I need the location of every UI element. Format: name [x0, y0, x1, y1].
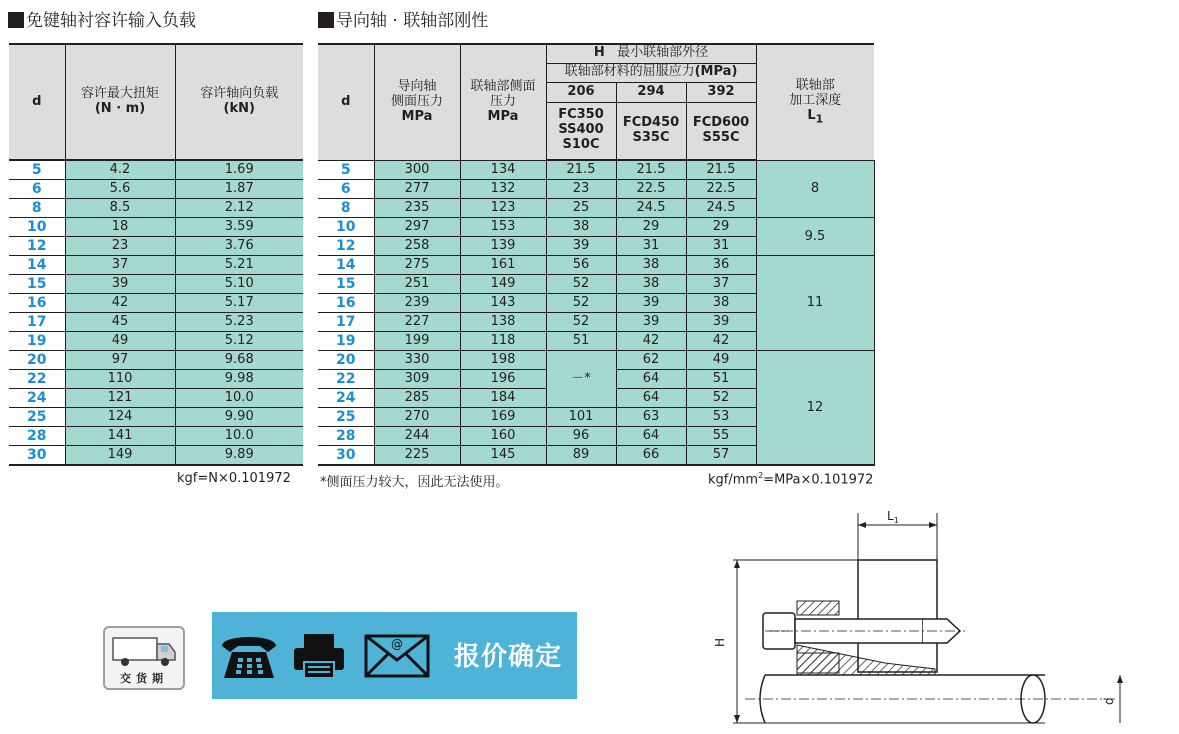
table-row: [9, 160, 303, 180]
header-guide-l1: 导向轴: [397, 78, 437, 94]
cell-d: 25: [9, 408, 65, 427]
header-load-label: 容许轴向负载: [200, 86, 279, 102]
material-s55c: S55C: [702, 129, 740, 145]
header-coupling-pressure: [460, 44, 546, 160]
unit-note-a: kgf/mm: [708, 472, 759, 488]
printer-icon[interactable]: [292, 630, 346, 682]
cell-h-206: 96: [546, 427, 616, 446]
cell-torque: 110: [65, 370, 175, 389]
label-d: d: [1102, 697, 1116, 705]
cell-load: 1.87: [175, 180, 303, 199]
cell-guide-pressure: 270: [374, 408, 460, 427]
cell-torque: 18: [65, 218, 175, 237]
cell-load: 9.98: [175, 370, 303, 389]
cell-load: 10.0: [175, 389, 303, 408]
header-depth-symbol: [757, 109, 875, 126]
cell-h-294: 29: [616, 218, 686, 237]
cell-coupling-pressure: 153: [460, 218, 546, 237]
cell-coupling-pressure: 169: [460, 408, 546, 427]
cell-guide-pressure: 251: [374, 275, 460, 294]
header-depth: [756, 44, 874, 160]
unit-note-sup: 2: [758, 471, 764, 480]
cell-d: 22: [9, 370, 65, 389]
delivery-label: 交货期: [120, 672, 168, 685]
cell-guide-pressure: 297: [374, 218, 460, 237]
quote-button[interactable]: 报价确定: [454, 642, 563, 672]
cell-guide-pressure: 330: [374, 351, 460, 370]
cell-torque: 141: [65, 427, 175, 446]
cell-coupling-pressure: 149: [460, 275, 546, 294]
cell-h-206: 89: [546, 446, 616, 466]
cell-h-206: 52: [546, 294, 616, 313]
header-material-1: [546, 102, 616, 160]
cell-d: 28: [9, 427, 65, 446]
cell-h-392: 39: [686, 313, 756, 332]
depth-symbol-sub: 1: [815, 112, 824, 126]
cell-coupling-pressure: 134: [460, 160, 546, 180]
table-row: [9, 256, 303, 275]
cell-torque: 149: [65, 446, 175, 466]
cell-depth: 9.5: [756, 218, 874, 256]
table-row: [318, 160, 874, 180]
cell-torque: 8.5: [65, 199, 175, 218]
cell-load: 9.90: [175, 408, 303, 427]
coupling-drawing: [715, 505, 1135, 730]
cell-torque: 5.6: [65, 180, 175, 199]
table-row: [318, 351, 874, 370]
table-row: [9, 332, 303, 351]
cell-torque: 23: [65, 237, 175, 256]
table-row: [9, 199, 303, 218]
table-row: [318, 256, 874, 275]
cell-load: 3.59: [175, 218, 303, 237]
table-row: [9, 237, 303, 256]
left-title-text: 免键轴衬容许输入负载: [26, 11, 196, 31]
cell-guide-pressure: 235: [374, 199, 460, 218]
header-coupling-unit: MPa: [487, 108, 519, 124]
right-unit-note: [708, 471, 873, 487]
cell-h-294: 24.5: [616, 199, 686, 218]
cell-h-206: 101: [546, 408, 616, 427]
cell-torque: 39: [65, 275, 175, 294]
cell-h-206: 56: [546, 256, 616, 275]
material-fcd600: FCD600: [692, 114, 750, 130]
cell-h-206: 52: [546, 275, 616, 294]
cell-h-294: 64: [616, 427, 686, 446]
right-title-text: 导向轴 · 联轴部刚性: [336, 11, 489, 31]
cell-guide-pressure: 300: [374, 160, 460, 180]
table-row: [9, 351, 303, 370]
cell-h-392: 37: [686, 275, 756, 294]
cell-d: 24: [9, 389, 65, 408]
email-icon[interactable]: [364, 634, 430, 678]
cell-h-392: 49: [686, 351, 756, 370]
cell-h-206: 38: [546, 218, 616, 237]
header-depth-l2: 加工深度: [789, 92, 842, 108]
cell-guide-pressure: 275: [374, 256, 460, 275]
cell-d: 20: [318, 351, 374, 370]
cell-torque: 45: [65, 313, 175, 332]
table-row: [9, 427, 303, 446]
header-load-unit: (kN): [223, 101, 255, 116]
cell-d: 17: [9, 313, 65, 332]
cell-h-392: 31: [686, 237, 756, 256]
cell-guide-pressure: 227: [374, 313, 460, 332]
cell-load: 5.23: [175, 313, 303, 332]
cell-h-294: 64: [616, 370, 686, 389]
cell-load: 5.10: [175, 275, 303, 294]
cell-coupling-pressure: 138: [460, 313, 546, 332]
cell-d: 20: [9, 351, 65, 370]
cell-d: 6: [318, 180, 374, 199]
cell-h-294: 39: [616, 313, 686, 332]
cell-d: 22: [318, 370, 374, 389]
cell-h-294: 62: [616, 351, 686, 370]
truck-icon: [111, 634, 179, 670]
cell-torque: 97: [65, 351, 175, 370]
cell-d: 10: [9, 218, 65, 237]
cell-load: 5.12: [175, 332, 303, 351]
cell-depth: 11: [756, 256, 874, 351]
header-yield-294: 294: [616, 82, 686, 102]
header-torque-label: 容许最大扭矩: [80, 86, 159, 102]
table-row: [9, 408, 303, 427]
right-section-title: [318, 6, 488, 31]
header-load: [175, 44, 303, 160]
right-footnote: *侧面压力较大，因此无法使用。: [320, 475, 509, 490]
cell-load: 5.17: [175, 294, 303, 313]
cell-guide-pressure: 225: [374, 446, 460, 466]
table-row: [9, 180, 303, 199]
cell-h-392: 53: [686, 408, 756, 427]
cell-unavailable: －*: [546, 351, 616, 408]
cell-load: 3.76: [175, 237, 303, 256]
cell-d: 30: [9, 446, 65, 466]
cell-d: 30: [318, 446, 374, 466]
cell-d: 28: [318, 427, 374, 446]
material-fcd450: FCD450: [622, 114, 680, 130]
cell-d: 15: [9, 275, 65, 294]
cell-d: 25: [318, 408, 374, 427]
rigidity-table: [318, 43, 875, 466]
header-coupling-l2: 压力: [489, 93, 516, 109]
table-row: [9, 313, 303, 332]
cell-d: 10: [318, 218, 374, 237]
cell-h-392: 21.5: [686, 160, 756, 180]
cell-h-294: 38: [616, 275, 686, 294]
cell-coupling-pressure: 161: [460, 256, 546, 275]
left-section-title: [8, 6, 196, 31]
cell-d: 16: [9, 294, 65, 313]
header-coupling-l1: 联轴部侧面: [470, 78, 536, 94]
cell-d: 12: [9, 237, 65, 256]
cell-coupling-pressure: 143: [460, 294, 546, 313]
cell-coupling-pressure: 139: [460, 237, 546, 256]
header-guide-l2: 侧面压力: [390, 93, 443, 109]
material-s10c: S10C: [562, 137, 600, 153]
cell-depth: 8: [756, 160, 874, 218]
cell-coupling-pressure: 123: [460, 199, 546, 218]
title-square-icon: [318, 12, 334, 28]
left-unit-note: kgf=N×0.101972: [177, 471, 291, 486]
cell-guide-pressure: 285: [374, 389, 460, 408]
table-row: [9, 389, 303, 408]
cell-coupling-pressure: 118: [460, 332, 546, 351]
cell-load: 2.12: [175, 199, 303, 218]
cell-h-294: 39: [616, 294, 686, 313]
cell-h-392: 51: [686, 370, 756, 389]
cell-h-392: 57: [686, 446, 756, 466]
header-d: d: [318, 44, 374, 160]
cell-h-206: 51: [546, 332, 616, 351]
cell-load: 9.89: [175, 446, 303, 466]
cell-h-206: 52: [546, 313, 616, 332]
cell-depth: 12: [756, 351, 874, 466]
cell-h-392: 38: [686, 294, 756, 313]
cell-guide-pressure: 239: [374, 294, 460, 313]
cell-torque: 124: [65, 408, 175, 427]
header-torque: [65, 44, 175, 160]
cell-d: 14: [318, 256, 374, 275]
depth-symbol-l: L: [807, 107, 816, 123]
table-row: [9, 370, 303, 389]
cell-torque: 37: [65, 256, 175, 275]
cell-d: 6: [9, 180, 65, 199]
material-fc350: FC350: [558, 107, 604, 123]
title-square-icon: [8, 12, 24, 28]
material-s35c: S35C: [632, 129, 670, 145]
header-guide-unit: MPa: [401, 108, 433, 124]
cell-d: 5: [318, 160, 374, 180]
cell-h-392: 42: [686, 332, 756, 351]
header-yield: [546, 63, 756, 82]
cell-h-294: 21.5: [616, 160, 686, 180]
header-h-label: 最小联轴部外径: [617, 45, 709, 61]
cell-h-206: 25: [546, 199, 616, 218]
cell-h-206: 39: [546, 237, 616, 256]
delivery-button[interactable]: [103, 626, 185, 690]
cell-h-294: 63: [616, 408, 686, 427]
cell-load: 5.21: [175, 256, 303, 275]
header-yield-label: 联轴部材料的屈服应力: [564, 64, 695, 80]
cell-h-294: 22.5: [616, 180, 686, 199]
cell-d: 17: [318, 313, 374, 332]
header-material-3: [686, 102, 756, 160]
cell-h-392: 22.5: [686, 180, 756, 199]
cell-h-392: 24.5: [686, 199, 756, 218]
cell-coupling-pressure: 132: [460, 180, 546, 199]
cell-h-392: 52: [686, 389, 756, 408]
cell-guide-pressure: 309: [374, 370, 460, 389]
svg-text:@: @: [391, 637, 403, 651]
header-torque-unit: (N · m): [94, 101, 146, 116]
cell-coupling-pressure: 196: [460, 370, 546, 389]
cell-d: 19: [318, 332, 374, 351]
cell-coupling-pressure: 184: [460, 389, 546, 408]
cell-load: 9.68: [175, 351, 303, 370]
cell-h-206: 21.5: [546, 160, 616, 180]
table-row: [9, 275, 303, 294]
table-row: [9, 294, 303, 313]
cell-h-392: 36: [686, 256, 756, 275]
unit-note-b: =MPa×0.101972: [763, 472, 874, 488]
cell-h-294: 42: [616, 332, 686, 351]
table-row: [9, 446, 303, 466]
cell-h-392: 55: [686, 427, 756, 446]
header-guide-pressure: [374, 44, 460, 160]
label-h: H: [713, 637, 727, 647]
cell-h-294: 66: [616, 446, 686, 466]
header-yield-206: 206: [546, 82, 616, 102]
header-material-2: [616, 102, 686, 160]
rigidity-table-body: [318, 160, 874, 465]
header-d: d: [9, 44, 65, 160]
cell-torque: 42: [65, 294, 175, 313]
cell-d: 8: [318, 199, 374, 218]
cell-h-294: 64: [616, 389, 686, 408]
cell-coupling-pressure: 198: [460, 351, 546, 370]
table-row: [318, 218, 874, 237]
cell-h-294: 38: [616, 256, 686, 275]
cell-torque: 49: [65, 332, 175, 351]
telephone-icon[interactable]: [218, 630, 280, 682]
table-row: [9, 218, 303, 237]
cell-h-392: 29: [686, 218, 756, 237]
cell-h-294: 31: [616, 237, 686, 256]
cell-d: 8: [9, 199, 65, 218]
label-l1: $L_1$: [887, 509, 899, 525]
cell-d: 5: [9, 160, 65, 180]
material-ss400: SS400: [558, 122, 604, 138]
cell-torque: 4.2: [65, 160, 175, 180]
header-h: [546, 44, 756, 63]
cell-load: 1.69: [175, 160, 303, 180]
cell-torque: 121: [65, 389, 175, 408]
cell-guide-pressure: 258: [374, 237, 460, 256]
allowable-load-table-body: [9, 160, 303, 465]
cell-d: 14: [9, 256, 65, 275]
header-yield-unit: (MPa): [694, 64, 738, 80]
cell-d: 16: [318, 294, 374, 313]
cell-d: 12: [318, 237, 374, 256]
cell-d: 15: [318, 275, 374, 294]
header-depth-l1: 联轴部: [795, 77, 835, 93]
cell-guide-pressure: 244: [374, 427, 460, 446]
cell-load: 10.0: [175, 427, 303, 446]
header-h-symbol: H: [593, 45, 605, 61]
cell-coupling-pressure: 160: [460, 427, 546, 446]
allowable-load-table: [9, 43, 303, 466]
cell-h-206: 23: [546, 180, 616, 199]
cell-guide-pressure: 199: [374, 332, 460, 351]
cell-coupling-pressure: 145: [460, 446, 546, 466]
header-yield-392: 392: [686, 82, 756, 102]
cell-d: 19: [9, 332, 65, 351]
cell-d: 24: [318, 389, 374, 408]
contact-bar: [212, 612, 577, 699]
cell-guide-pressure: 277: [374, 180, 460, 199]
